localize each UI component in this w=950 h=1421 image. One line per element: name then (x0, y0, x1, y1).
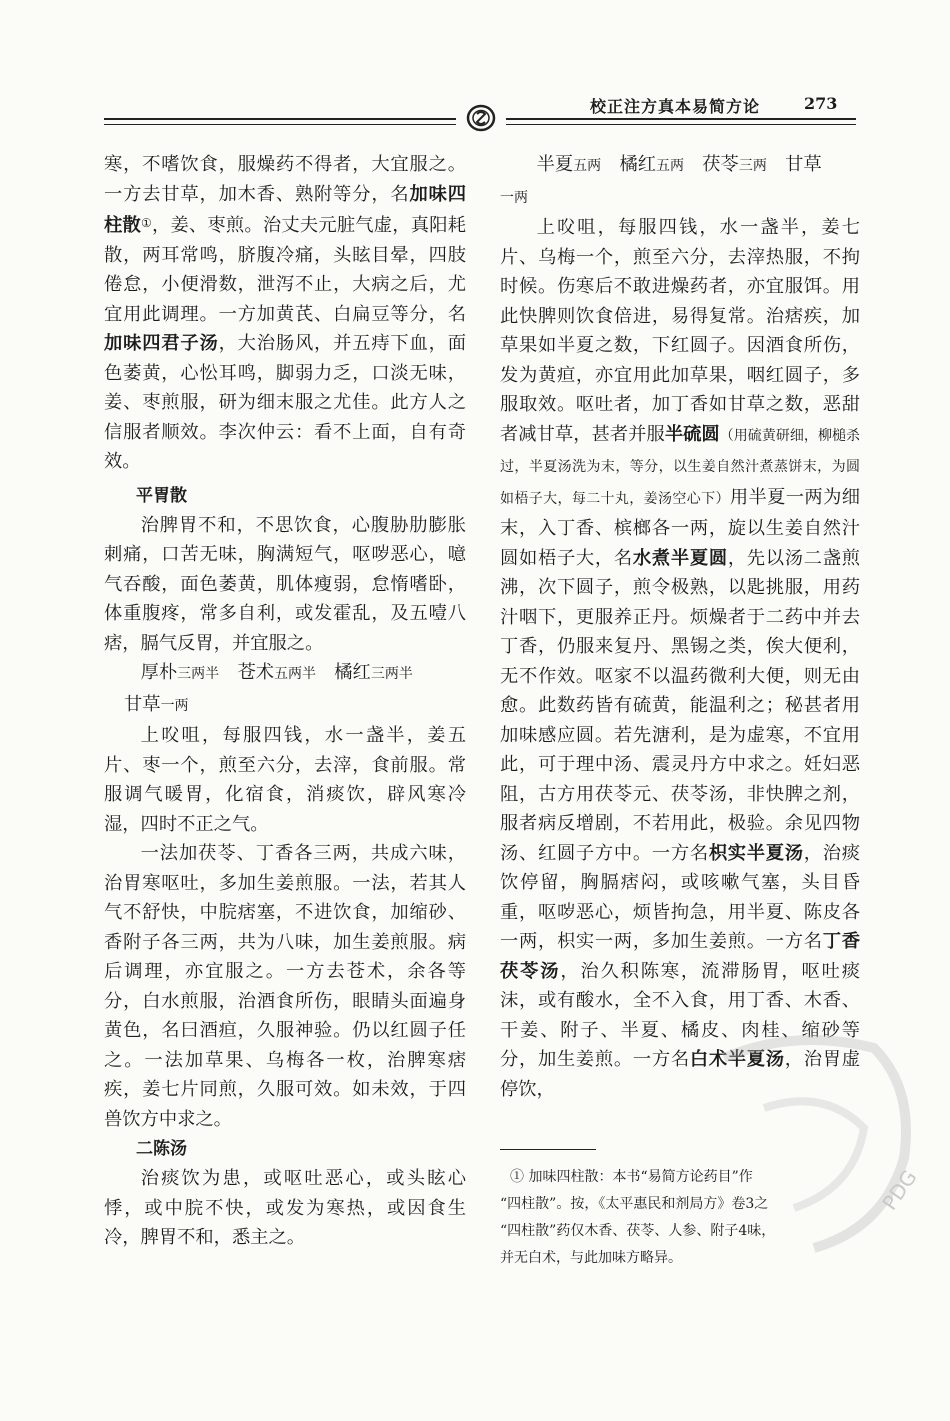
footnote-rule (500, 1149, 596, 1150)
paragraph: 治脾胃不和，不思饮食，心腹胁肋膨胀刺痛，口苦无味，胸满短气，呕哕恶心，噫气吞酸，面色萎黄，肌体瘦弱，怠惰嗜卧，体重腹疼，常多自利，或发霍乱，及五噎八痞，膈气反胃，并宜服之。 (104, 514, 466, 654)
formula-name: 白术半夏汤 (689, 1049, 785, 1070)
formula-name: 水煮半夏圆 (632, 547, 728, 569)
paragraph: 上㕮咀，每服四钱，水一盏半，姜七片、乌梅一个，煎至六分，去滓热服，不拘时候。伤寒后不敢进燥药者，亦宜服饵。用此快脾则饮食倍进，易得复常。治痞疾，加草果如半夏之数，下红圆子。因酒食所伤，发为黄疸，亦宜用此加草果，咽红圆子，多服取效。呕吐者，加丁香如甘草之数，恶甜者减甘草，甚者并服半硫圆（用硫黄研细，柳槌杀过，半夏汤洗为末，等分，以生姜自然汁煮蒸饼末，为圆如梧子大，每二十丸，姜汤空心下）用半夏一两为细末，入丁香、槟榔各一两，旋以生姜自然汁圆如梧子大，名水煮半夏圆，先以汤二盏煎沸，次下圆子，煎令极熟，以匙挑服，用药汁咽下，更服养正丹。烦燥者于二药中并去丁香，仍服来复丹、黑锡之类，俟大便利，无不作效。呕家不以温药微利大便，则无由愈。此数药皆有硫黄，能温利之；秘甚者用加味感应圆。若先溏利，是为虚寒，不宜用此，可于理中汤、震灵丹方中求之。妊妇恶阻，古方用茯苓元、茯苓汤，非快脾之剂，服者病反增剧，不若用此，极验。余见四物汤、红圆子方中。一方名枳实半夏汤，治痰饮停留，胸膈痞闷，或咳嗽气塞，头目昏重，呕哕恶心，烦皆拘急，用半夏、陈皮各一两，枳实一两，多加生姜煎。一方名丁香茯苓汤，治久积陈寒，流滞肠胃，呕吐痰沫，或有酸水，全不入食，用丁香、木香、干姜、附子、半夏、橘皮、肉桂、缩砂等分，加生姜煎。一方名白术半夏汤，治胃虚停饮， (500, 217, 861, 1100)
ingredient-list: 厚朴三两半 苍术五两半 橘红三两半 (140, 662, 413, 683)
section-heading: 二陈汤 (136, 1139, 187, 1159)
inline-note: （用硫黄研细，柳槌杀过，半夏汤洗为末，等分，以生姜自然汁煮蒸饼末，为圆如梧子大，每二十丸，姜汤空心下） (500, 427, 861, 507)
formula-name: 丁香茯苓汤 (500, 931, 860, 982)
header-rule (506, 118, 856, 120)
footnote-line: “四柱散”。按，《太平惠民和剂局方》卷3之 (500, 1196, 769, 1212)
formula-name: 加味四君子汤 (104, 333, 219, 354)
header-rule (104, 118, 456, 120)
right-column (500, 150, 860, 1104)
footnote-line: ① 加味四柱散：本书“易简方论药目”作 (510, 1169, 753, 1185)
formula-name: 半硫圆 (664, 423, 720, 445)
left-column (104, 150, 466, 1253)
ingredient-list: 甘草一两 (124, 693, 189, 715)
footnote-marker[interactable]: ① (140, 216, 152, 230)
footnote-line: 并无白术，与此加味方略异。 (500, 1250, 682, 1266)
ingredient-list: 一两 (500, 189, 528, 206)
watermark-label: PDG (877, 1165, 922, 1215)
formula-name: 枳实半夏汤 (708, 842, 804, 864)
paragraph: 治痰饮为患，或呕吐恶心，或头眩心悸，或中脘不快，或发为寒热，或因食生冷，脾胃不和，悉主之。 (104, 1168, 466, 1248)
formula-name: 加味四柱散 (104, 183, 467, 236)
publisher-emblem-icon (466, 104, 496, 132)
page-number: 273 (804, 94, 838, 113)
paragraph: 寒，不嗜饮食，服燥药不得者，大宜服之。一方去甘草，加木香、熟附等分，名加味四柱散①，姜、枣煎。治丈夫元脏气虚，真阳耗散，两耳常鸣，脐腹冷痛，头眩目晕，四肢倦怠，小便滑数，泄泻不止，大病之后，尤宜用此调理。一方加黄芪、白扁豆等分，名加味四君子汤，大治肠风，并五痔下血，面色萎黄，心忪耳鸣，脚弱力乏，口淡无味，姜、枣煎服，研为细末服之尤佳。此方人之信服者顺效。李次仲云：看不上面，自有奇效。 (104, 154, 467, 472)
ingredient-list: 半夏五两 橘红五两 茯苓三两 甘草 (536, 154, 822, 175)
header-rule (104, 124, 456, 125)
running-title: 校正注方真本易简方论 (590, 97, 761, 116)
section-heading: 平胃散 (136, 485, 187, 506)
header-rule (506, 124, 856, 125)
paragraph: 一法加茯苓、丁香各三两，共成六味，治胃寒呕吐，多加生姜煎服。一法，若其人气不舒快，中脘痞塞，不进饮食，加缩砂、香附子各三两，共为八味，加生姜煎服。病后调理，亦宜服之。一方去苍术，余各等分，白水煎服，治酒食所伤，眼睛头面遍身黄色，名曰酒疸，久服神验。仍以红圆子任之。一法加草果、乌梅各一枚，治脾寒痞疾，姜七片同煎，久服可效。如未效，于四兽饮方中求之。 (104, 843, 466, 1130)
paragraph: 上㕮咀，每服四钱，水一盏半，姜五片、枣一个，煎至六分，去滓，食前服。常服调气暖胃，化宿食，消痰饮，辟风寒冷湿，四时不正之气。 (104, 725, 466, 835)
footnote-line: “四柱散”药仅木香、茯苓、人参、附子4味， (500, 1223, 776, 1239)
footnote (500, 1164, 856, 1272)
